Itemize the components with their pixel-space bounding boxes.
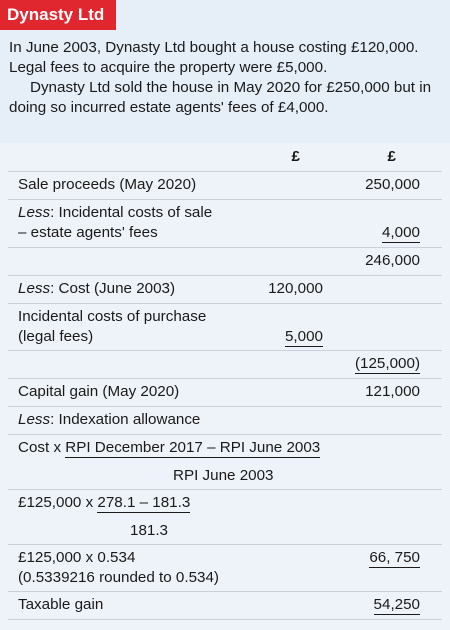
capital-gain-row <box>0 381 450 403</box>
divider-4 <box>8 275 442 276</box>
less-label: Less <box>18 204 51 221</box>
incidental-sale-label-1: : Incidental costs of sale <box>50 204 213 221</box>
divider-1 <box>8 171 442 172</box>
incidental-purchase-label-1: Incidental costs of purchase <box>18 308 207 325</box>
divider-3 <box>8 247 442 248</box>
divider-2 <box>8 199 442 200</box>
intro-paragraph-2: Dynasty Ltd sold the house in May 2020 for £250,000 but in doing so incurred estate agents' fees of £4,000. <box>9 79 432 116</box>
incidental-purchase-row-2 <box>0 326 450 348</box>
divider-6 <box>8 350 442 351</box>
indexation-label: : Indexation allowance <box>50 411 201 428</box>
intro-text <box>9 38 441 118</box>
incidental-purchase-label-2: (legal fees) <box>18 328 94 345</box>
table-header-row <box>0 146 450 168</box>
incidental-sale-row-2 <box>0 222 450 244</box>
cost-row <box>0 278 450 300</box>
indexation-row <box>0 409 450 431</box>
divider-8 <box>8 406 442 407</box>
capital-gain-value: 121,000 <box>365 383 420 400</box>
result-label-2: (0.5339216 rounded to 0.534) <box>18 569 219 586</box>
less-label: Less <box>18 411 51 428</box>
calc-denominator: 181.3 <box>130 522 169 539</box>
less-label: Less <box>18 280 51 297</box>
formula-numerator: RPI December 2017 – RPI June 2003 <box>65 439 321 456</box>
title-badge <box>0 0 116 30</box>
calc-prefix: £125,000 x <box>18 494 98 511</box>
divider-12 <box>8 591 442 592</box>
formula-denominator-row <box>0 465 450 487</box>
result-row-1 <box>0 547 450 569</box>
col1-header: £ <box>291 148 300 165</box>
sale-proceeds-value: 250,000 <box>365 176 420 193</box>
result-row-2 <box>0 567 450 589</box>
subtotal-row <box>0 250 450 272</box>
title-text: Dynasty Ltd <box>7 5 105 24</box>
calculation-table <box>0 143 450 630</box>
sale-proceeds-label: Sale proceeds (May 2020) <box>18 176 197 193</box>
taxable-gain-label: Taxable gain <box>18 596 104 613</box>
incidental-sale-value: 4,000 <box>381 224 420 241</box>
calc-row <box>0 492 450 514</box>
col2-header: £ <box>387 148 396 165</box>
total-cost-row <box>0 353 450 375</box>
cost-value: 120,000 <box>268 280 323 297</box>
formula-denominator: RPI June 2003 <box>173 467 274 484</box>
incidental-purchase-row-1 <box>0 306 450 328</box>
divider-5 <box>8 303 442 304</box>
incidental-sale-label-2: – estate agents' fees <box>18 224 158 241</box>
total-cost-value: (125,000) <box>354 355 420 372</box>
calc-numerator: 278.1 – 181.3 <box>97 494 191 511</box>
divider-9 <box>8 434 442 435</box>
intro-paragraph-1: In June 2003, Dynasty Ltd bought a house costing £120,000. Legal fees to acquire the property were £5,000. <box>9 39 419 76</box>
divider-7 <box>8 378 442 379</box>
subtotal-value: 246,000 <box>365 252 420 269</box>
calc-denominator-row <box>0 520 450 542</box>
sale-proceeds-row <box>0 174 450 196</box>
incidental-purchase-value: 5,000 <box>284 328 323 345</box>
taxable-gain-value: 54,250 <box>373 596 420 613</box>
capital-gain-label: Capital gain (May 2020) <box>18 383 180 400</box>
divider-13 <box>8 619 442 620</box>
divider-10 <box>8 489 442 490</box>
formula-prefix: Cost x <box>18 439 66 456</box>
cost-label: : Cost (June 2003) <box>50 280 176 297</box>
indexation-value: 66, 750 <box>369 549 420 566</box>
taxable-gain-row <box>0 594 450 616</box>
formula-row <box>0 437 450 459</box>
result-label-1: £125,000 x 0.534 <box>18 549 136 566</box>
incidental-sale-row-1 <box>0 202 450 224</box>
divider-11 <box>8 544 442 545</box>
